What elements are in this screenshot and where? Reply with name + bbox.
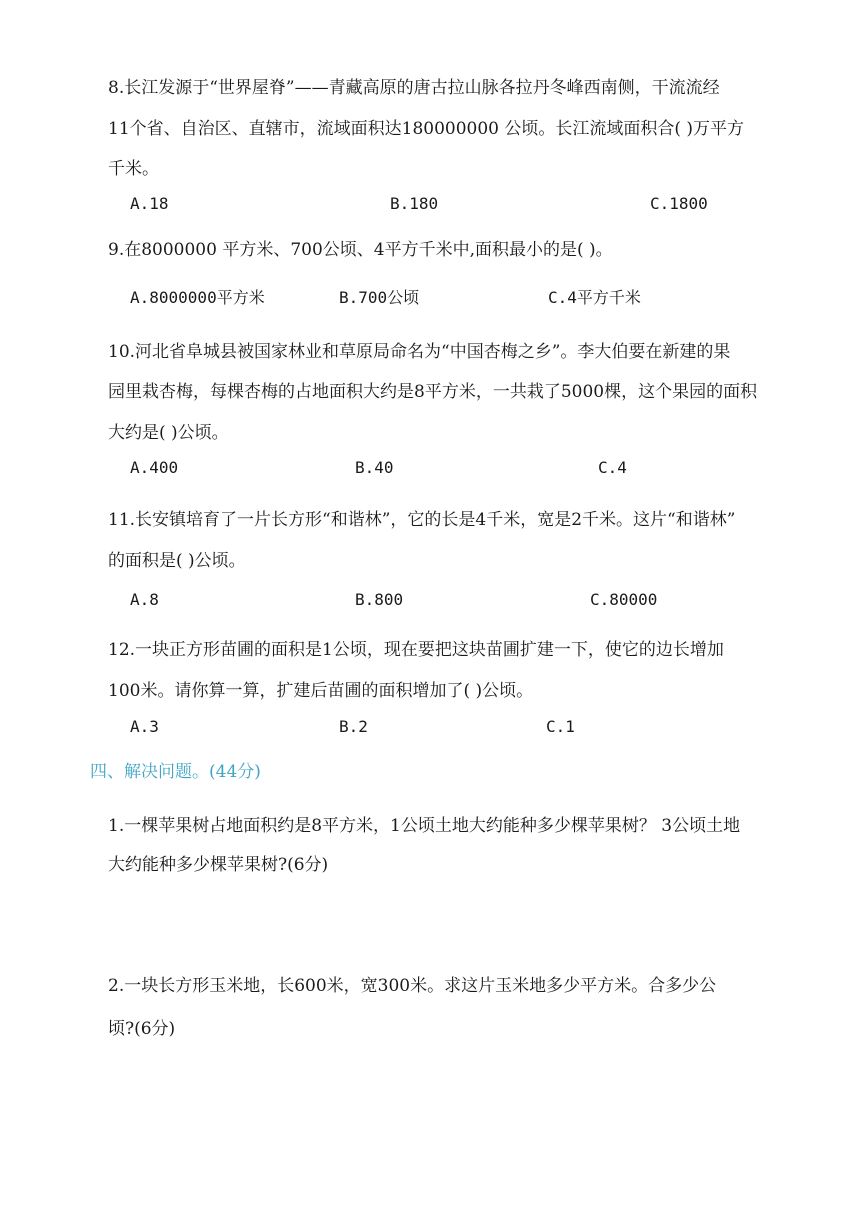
q12-option-b: B.2 [339,717,368,736]
q10-option-c: C.4 [598,458,627,477]
q12-option-c: C.1 [546,717,575,736]
q10-text-line-2: 园里栽杏梅，每棵杏梅的占地面积大约是8平方米，一共栽了5000棵，这个果园的面积 [108,382,758,402]
q9-option-b: B.700公顷 [339,288,420,307]
q9-option-c: C.4平方千米 [548,288,641,307]
q10-text-line-3: 大约是( )公顷。 [108,423,229,443]
q11-text-line-2: 的面积是( )公顷。 [108,551,246,571]
q10-option-b: B.40 [355,458,394,477]
q12-option-a: A.3 [130,717,159,736]
q9-option-a: A.8000000平方米 [130,288,265,307]
q10-text-line-1: 10.河北省阜城县被国家林业和草原局命名为“中国杏梅之乡”。李大伯要在新建的果 [108,342,731,362]
q8-option-a: A.18 [130,194,169,213]
q11-option-c: C.80000 [590,590,658,609]
problem2-text-line-1: 2.一块长方形玉米地，长600米，宽300米。求这片玉米地多少平方米。合多少公 [108,976,717,996]
problem1-text-line-1: 1.一棵苹果树占地面积约是8平方米，1公顷土地大约能种多少棵苹果树？ 3公顷土地 [108,816,741,836]
q9-text-line-1: 9.在8000000 平方米、700公顷、4平方千米中,面积最小的是( )。 [108,240,613,260]
q8-text-line-1: 8.长江发源于“世界屋脊”——青藏高原的唐古拉山脉各拉丹冬峰西南侧，干流流经 [108,78,720,98]
problem1-text-line-2: 大约能种多少棵苹果树?(6分) [108,855,329,875]
q12-text-line-1: 12.一块正方形苗圃的面积是1公顷，现在要把这块苗圃扩建一下，使它的边长增加 [108,640,724,660]
q11-option-a: A.8 [130,590,159,609]
q8-option-b: B.180 [390,194,439,213]
q11-text-line-1: 11.长安镇培育了一片长方形“和谐林”，它的长是4千米，宽是2千米。这片“和谐林” [108,510,736,530]
q10-option-a: A.400 [130,458,179,477]
problem2-text-line-2: 顷?(6分) [108,1019,176,1039]
q8-text-line-2: 11个省、自治区、直辖市，流域面积达180000000 公顷。长江流域面积合( )万平方 [108,119,745,139]
q12-text-line-2: 100米。请你算一算，扩建后苗圃的面积增加了( )公顷。 [108,681,534,701]
section-heading: 四、解决问题。(44分) [90,762,261,782]
q11-option-b: B.800 [355,590,404,609]
q8-text-line-3: 千米。 [108,159,159,179]
q8-option-c: C.1800 [650,194,708,213]
